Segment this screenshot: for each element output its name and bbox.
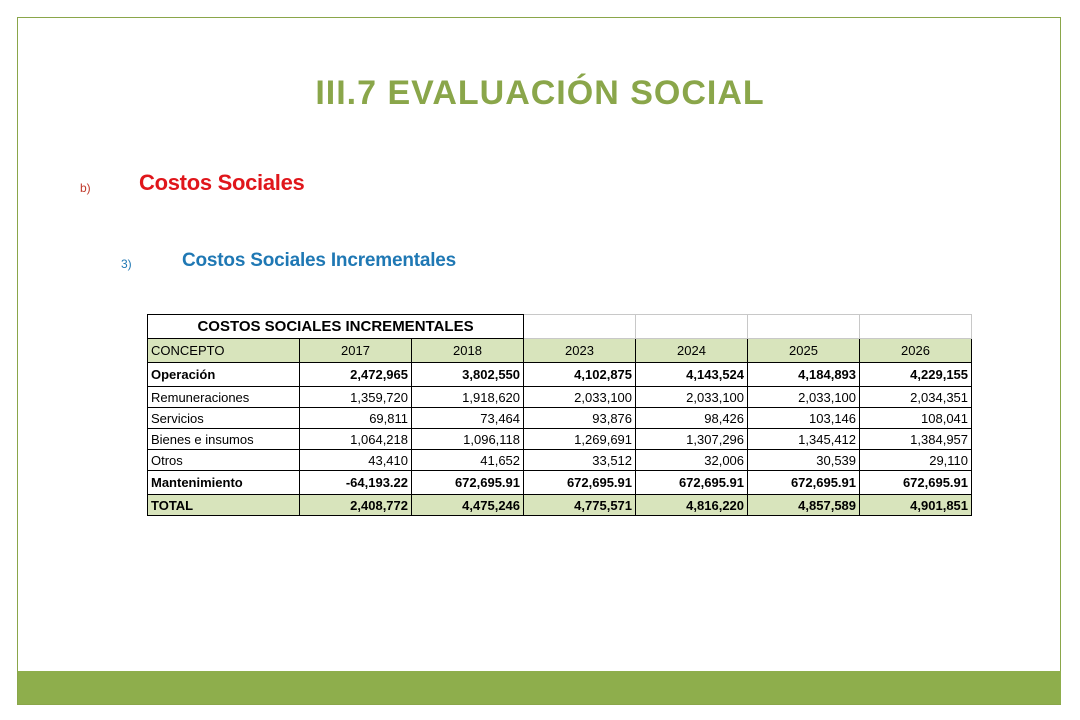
table-header-row — [148, 339, 972, 363]
table-row-servicios — [148, 408, 972, 429]
table-cell: 103,146 — [748, 408, 860, 429]
table-cell: 2,033,100 — [636, 387, 748, 408]
column-header-year: 2017 — [300, 339, 412, 363]
row-label: Mantenimiento — [148, 471, 300, 495]
table-cell: 108,041 — [860, 408, 972, 429]
row-label: Otros — [148, 450, 300, 471]
table-cell: 30,539 — [748, 450, 860, 471]
row-label: Servicios — [148, 408, 300, 429]
list-marker-3: 3) — [121, 257, 132, 271]
table-cell: 4,184,893 — [748, 363, 860, 387]
row-label: Bienes e insumos — [148, 429, 300, 450]
table-cell: 2,034,351 — [860, 387, 972, 408]
column-header-year: 2024 — [636, 339, 748, 363]
slide-title: III.7 EVALUACIÓN SOCIAL — [315, 74, 765, 112]
row-label: Operación — [148, 363, 300, 387]
table-cell: -64,193.22 — [300, 471, 412, 495]
table-cell: 2,408,772 — [300, 495, 412, 516]
table-cell: 2,033,100 — [524, 387, 636, 408]
table-row-otros — [148, 450, 972, 471]
table-row-bienes-insumos — [148, 429, 972, 450]
table-cell: 2,472,965 — [300, 363, 412, 387]
table-cell: 33,512 — [524, 450, 636, 471]
table-cell: 672,695.91 — [412, 471, 524, 495]
table-caption-row — [148, 315, 972, 339]
column-header-concepto: CONCEPTO — [148, 339, 300, 363]
table-cell: 4,143,524 — [636, 363, 748, 387]
empty-cell — [860, 315, 972, 339]
table-cell: 672,695.91 — [748, 471, 860, 495]
column-header-year: 2026 — [860, 339, 972, 363]
heading-costos-sociales: Costos Sociales — [139, 170, 305, 195]
column-header-year: 2023 — [524, 339, 636, 363]
table-cell: 4,816,220 — [636, 495, 748, 516]
table-cell: 93,876 — [524, 408, 636, 429]
table-cell: 1,307,296 — [636, 429, 748, 450]
table-cell: 1,384,957 — [860, 429, 972, 450]
row-label: Remuneraciones — [148, 387, 300, 408]
empty-cell — [524, 315, 636, 339]
table-cell: 2,033,100 — [748, 387, 860, 408]
table-cell: 4,775,571 — [524, 495, 636, 516]
table-cell: 1,918,620 — [412, 387, 524, 408]
row-label: TOTAL — [148, 495, 300, 516]
table-cell: 73,464 — [412, 408, 524, 429]
table-cell: 43,410 — [300, 450, 412, 471]
table-row-remuneraciones — [148, 387, 972, 408]
table-cell: 4,857,589 — [748, 495, 860, 516]
table-cell: 1,064,218 — [300, 429, 412, 450]
column-header-year: 2018 — [412, 339, 524, 363]
table-cell: 672,695.91 — [524, 471, 636, 495]
table-cell: 4,475,246 — [412, 495, 524, 516]
table-cell: 672,695.91 — [860, 471, 972, 495]
column-header-year: 2025 — [748, 339, 860, 363]
table-cell: 1,096,118 — [412, 429, 524, 450]
table-caption: COSTOS SOCIALES INCREMENTALES — [148, 315, 524, 339]
table-cell: 29,110 — [860, 450, 972, 471]
table-cell: 672,695.91 — [636, 471, 748, 495]
empty-cell — [748, 315, 860, 339]
empty-cell — [636, 315, 748, 339]
bottom-accent-bar — [18, 671, 1061, 704]
table-cell: 3,802,550 — [412, 363, 524, 387]
list-marker-b: b) — [80, 181, 91, 195]
subheading-costos-incrementales: Costos Sociales Incrementales — [182, 250, 457, 271]
costs-table — [147, 314, 972, 516]
table-cell: 1,345,412 — [748, 429, 860, 450]
table-cell: 4,102,875 — [524, 363, 636, 387]
table-row-operacion — [148, 363, 972, 387]
table-cell: 32,006 — [636, 450, 748, 471]
table-row-mantenimiento — [148, 471, 972, 495]
table-cell: 1,269,691 — [524, 429, 636, 450]
table-cell: 4,229,155 — [860, 363, 972, 387]
table-cell: 98,426 — [636, 408, 748, 429]
table-cell: 69,811 — [300, 408, 412, 429]
table-cell: 1,359,720 — [300, 387, 412, 408]
table-row-total — [148, 495, 972, 516]
table-cell: 4,901,851 — [860, 495, 972, 516]
table-cell: 41,652 — [412, 450, 524, 471]
